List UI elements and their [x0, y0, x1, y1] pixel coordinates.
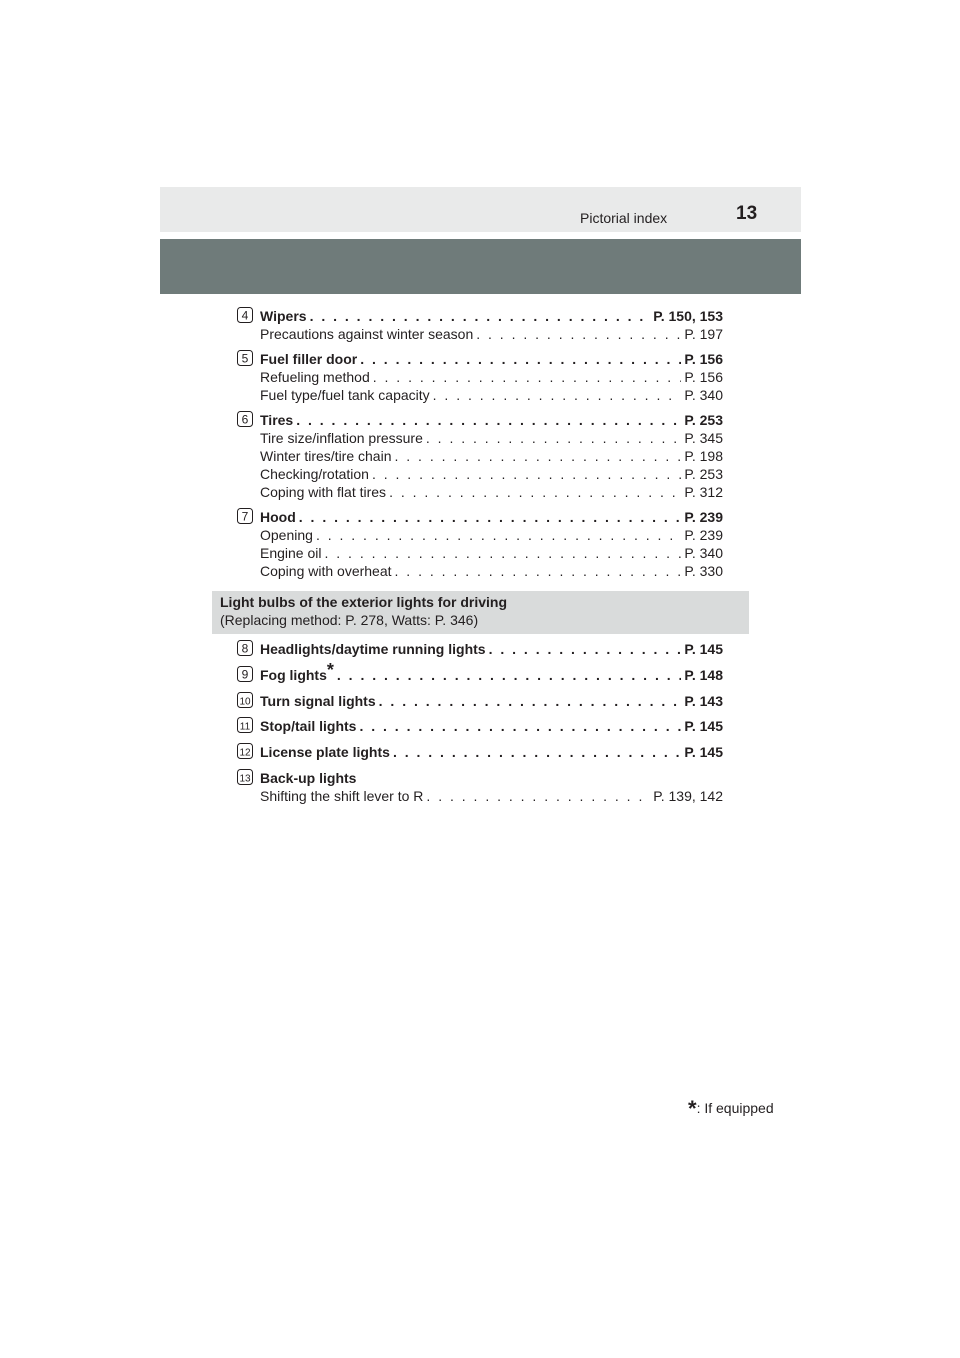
index-subentry[interactable]: Checking/rotation . . . P. 253 [237, 465, 723, 483]
svg-text:10: 10 [239, 696, 251, 708]
index-entry[interactable]: Fog lights* . . . P. 148 [237, 666, 723, 684]
svg-text:8: 8 [241, 641, 249, 656]
header-band [160, 187, 801, 232]
index-subentry[interactable]: Engine oil . . . P. 340 [237, 544, 723, 562]
svg-text:4: 4 [241, 308, 249, 323]
lights-info-box [212, 591, 749, 634]
page-number: 13 [736, 203, 758, 224]
index-entry[interactable]: Headlights/daytime running lights . . . P. 145 [237, 640, 723, 658]
index-entry[interactable]: Hood . . . P. 239 [237, 508, 723, 526]
index-subentry[interactable]: Coping with flat tires . . . P. 312 [237, 483, 723, 501]
index-subentry[interactable]: Fuel type/fuel tank capacity . . . P. 340 [237, 386, 723, 404]
svg-text:9: 9 [241, 667, 249, 682]
index-group-stop-tail-lights [237, 717, 723, 735]
lights-box-title: Light bulbs of the exterior lights for driving [220, 594, 507, 610]
number-6-icon [237, 411, 254, 428]
index-subentry[interactable]: Winter tires/tire chain . . . P. 198 [237, 447, 723, 465]
index-group-tires [237, 411, 723, 501]
number-4-icon [237, 307, 254, 324]
index-group-fog-lights [237, 660, 723, 684]
number-13-icon [237, 769, 254, 786]
number-7-icon [237, 508, 254, 525]
footnote-text: : If equipped [696, 1100, 774, 1116]
index-group-hood [237, 508, 723, 580]
index-subentry[interactable]: Shifting the shift lever to R . . . P. 139, 142 [237, 787, 723, 805]
svg-text:12: 12 [239, 747, 251, 759]
index-entry[interactable]: Fuel filler door . . . P. 156 [237, 350, 723, 368]
index-group-headlights [237, 640, 723, 658]
index-subentry[interactable]: Refueling method . . . P. 156 [237, 368, 723, 386]
index-entry[interactable]: Stop/tail lights . . . P. 145 [237, 717, 723, 735]
index-entry[interactable]: Wipers . . . P. 150, 153 [237, 307, 723, 325]
svg-text:5: 5 [241, 351, 249, 366]
number-9-icon [237, 666, 254, 683]
number-10-icon [237, 692, 254, 709]
svg-text:13: 13 [239, 773, 251, 785]
index-entry[interactable]: Back-up lights [260, 770, 357, 786]
index-group-back-up-lights [237, 769, 723, 805]
index-subentry[interactable]: Opening . . . P. 239 [237, 526, 723, 544]
index-subentry[interactable]: Tire size/inflation pressure . . . P. 345 [237, 429, 723, 447]
index-group-turn-signal-lights [237, 692, 723, 710]
number-11-icon [237, 717, 254, 734]
lights-box-subtitle: (Replacing method: P. 278, Watts: P. 346) [220, 612, 479, 628]
index-group-fuel-filler-door [237, 350, 723, 404]
index-subentry[interactable]: Precautions against winter season . . . P. 197 [237, 325, 723, 343]
index-entry[interactable]: Tires . . . P. 253 [237, 411, 723, 429]
index-group-license-plate-lights [237, 743, 723, 761]
svg-text:7: 7 [241, 509, 249, 524]
index-entry[interactable]: License plate lights . . . P. 145 [237, 743, 723, 761]
index-entry[interactable]: Turn signal lights . . . P. 143 [237, 692, 723, 710]
title-band [160, 239, 801, 294]
number-5-icon [237, 350, 254, 367]
footnote [688, 1096, 774, 1122]
if-equipped-star: * [326, 660, 334, 680]
index-group-wipers [237, 307, 723, 343]
number-12-icon [237, 743, 254, 760]
svg-text:6: 6 [241, 412, 249, 427]
section-title: Pictorial index [580, 210, 668, 226]
number-8-icon [237, 640, 254, 657]
svg-text:11: 11 [239, 721, 251, 733]
footnote-star: * [688, 1096, 697, 1121]
index-subentry[interactable]: Coping with overheat . . . P. 330 [237, 562, 723, 580]
